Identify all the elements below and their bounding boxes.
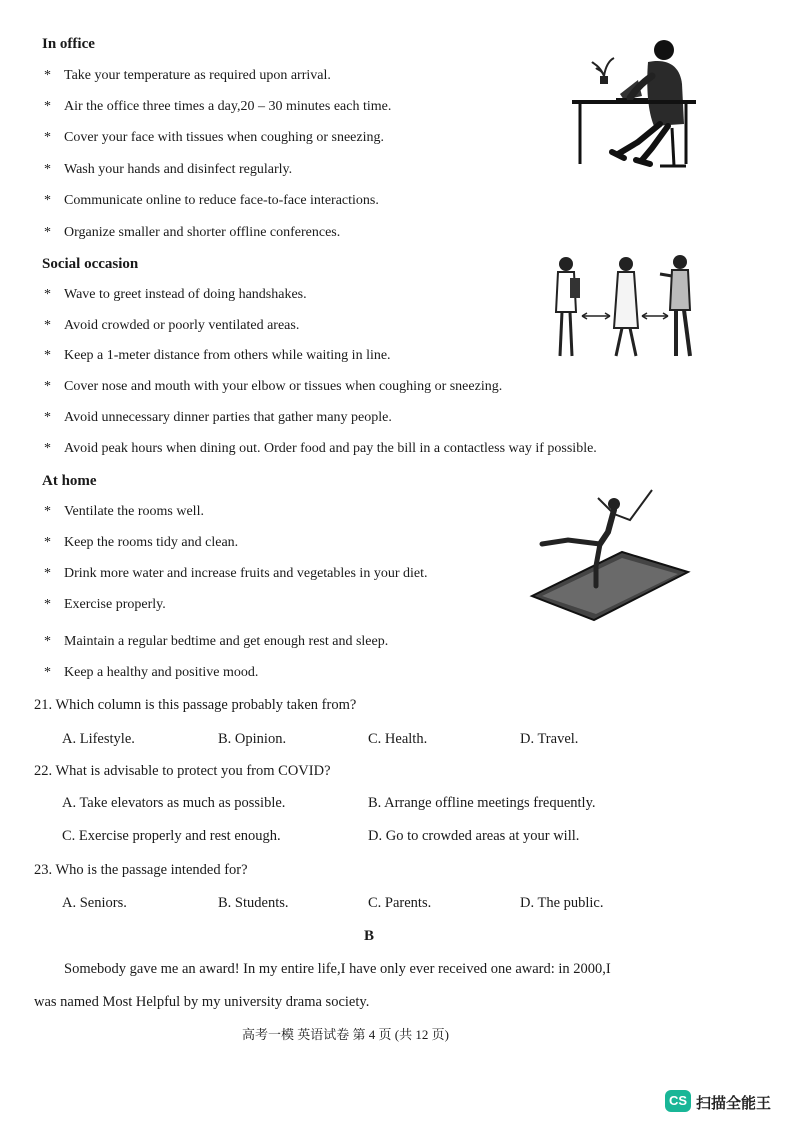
bullet-icon: * — [44, 634, 51, 649]
bullet-icon: * — [44, 68, 51, 83]
question-22: 22. What is advisable to protect you from COVID? — [34, 763, 331, 779]
list-item: * Air the office three times a day,20 – 30 minutes each time. — [44, 99, 392, 114]
bullet-icon: * — [44, 193, 51, 208]
bullet-icon: * — [44, 566, 51, 581]
list-item: * Wash your hands and disinfect regularly. — [44, 162, 293, 177]
list-item: * Maintain a regular bedtime and get enough rest and sleep. — [44, 634, 389, 649]
bullet-icon: * — [44, 410, 51, 425]
question-23: 23. Who is the passage intended for? — [34, 862, 248, 878]
list-item: * Exercise properly. — [44, 597, 166, 612]
list-item: * Drink more water and increase fruits and vegetables in your diet. — [44, 566, 428, 581]
option-21-d: D. Travel. — [520, 731, 579, 747]
option-22-d: D. Go to crowded areas at your will. — [368, 828, 580, 844]
office-worker-illustration — [568, 36, 700, 172]
section-b-line-1: Somebody gave me an award! In my entire life,I have only ever received one award: in 2000,I — [64, 961, 611, 977]
list-item: * Ventilate the rooms well. — [44, 504, 204, 519]
list-item: * Cover your face with tissues when coughing or sneezing. — [44, 130, 384, 145]
bullet-icon: * — [44, 287, 51, 302]
section-heading-in-office: In office — [42, 36, 95, 52]
section-heading-at-home: At home — [42, 473, 97, 489]
bullet-icon: * — [44, 162, 51, 177]
option-21-b: B. Opinion. — [218, 731, 287, 747]
bullet-icon: * — [44, 99, 51, 114]
bullet-icon: * — [44, 130, 51, 145]
bullet-icon: * — [44, 597, 51, 612]
list-item: * Organize smaller and shorter offline conferences. — [44, 225, 341, 240]
option-22-b: B. Arrange offline meetings frequently. — [368, 795, 596, 811]
bullet-icon: * — [44, 225, 51, 240]
section-b-letter: B — [364, 928, 375, 944]
camscanner-logo-icon: CS — [665, 1090, 691, 1112]
list-item: * Keep a healthy and positive mood. — [44, 665, 259, 680]
home-exercise-illustration — [528, 486, 692, 626]
bullet-icon: * — [44, 665, 51, 680]
bullet-icon: * — [44, 318, 51, 333]
list-item: * Cover nose and mouth with your elbow or tissues when coughing or sneezing. — [44, 379, 503, 394]
list-item: * Avoid peak hours when dining out. Order food and pay the bill in a contactless way if possible. — [44, 441, 597, 456]
list-item: * Avoid unnecessary dinner parties that gather many people. — [44, 410, 392, 425]
page-footer: 高考一模 英语试卷 第 4 页 (共 12 页) — [242, 1027, 449, 1042]
option-23-a: A. Seniors. — [62, 895, 127, 911]
list-item: * Keep the rooms tidy and clean. — [44, 535, 239, 550]
section-b-line-2: was named Most Helpful by my university drama society. — [34, 994, 370, 1010]
list-item: * Wave to greet instead of doing handshakes. — [44, 287, 307, 302]
list-item: * Communicate online to reduce face-to-face interactions. — [44, 193, 379, 208]
section-heading-social-occasion: Social occasion — [42, 256, 139, 272]
option-21-a: A. Lifestyle. — [62, 731, 135, 747]
option-22-c: C. Exercise properly and rest enough. — [62, 828, 281, 844]
list-item: * Avoid crowded or poorly ventilated areas. — [44, 318, 300, 333]
bullet-icon: * — [44, 348, 51, 363]
question-21: 21. Which column is this passage probably taken from? — [34, 697, 357, 713]
list-item: * Take your temperature as required upon arrival. — [44, 68, 331, 83]
option-23-d: D. The public. — [520, 895, 604, 911]
option-21-c: C. Health. — [368, 731, 428, 747]
option-22-a: A. Take elevators as much as possible. — [62, 795, 286, 811]
camscanner-label: 扫描全能王 — [696, 1094, 772, 1112]
option-23-b: B. Students. — [218, 895, 289, 911]
bullet-icon: * — [44, 441, 51, 456]
option-23-c: C. Parents. — [368, 895, 432, 911]
social-distance-illustration — [550, 252, 698, 366]
bullet-icon: * — [44, 379, 51, 394]
bullet-icon: * — [44, 535, 51, 550]
bullet-icon: * — [44, 504, 51, 519]
list-item: * Keep a 1-meter distance from others while waiting in line. — [44, 348, 391, 363]
